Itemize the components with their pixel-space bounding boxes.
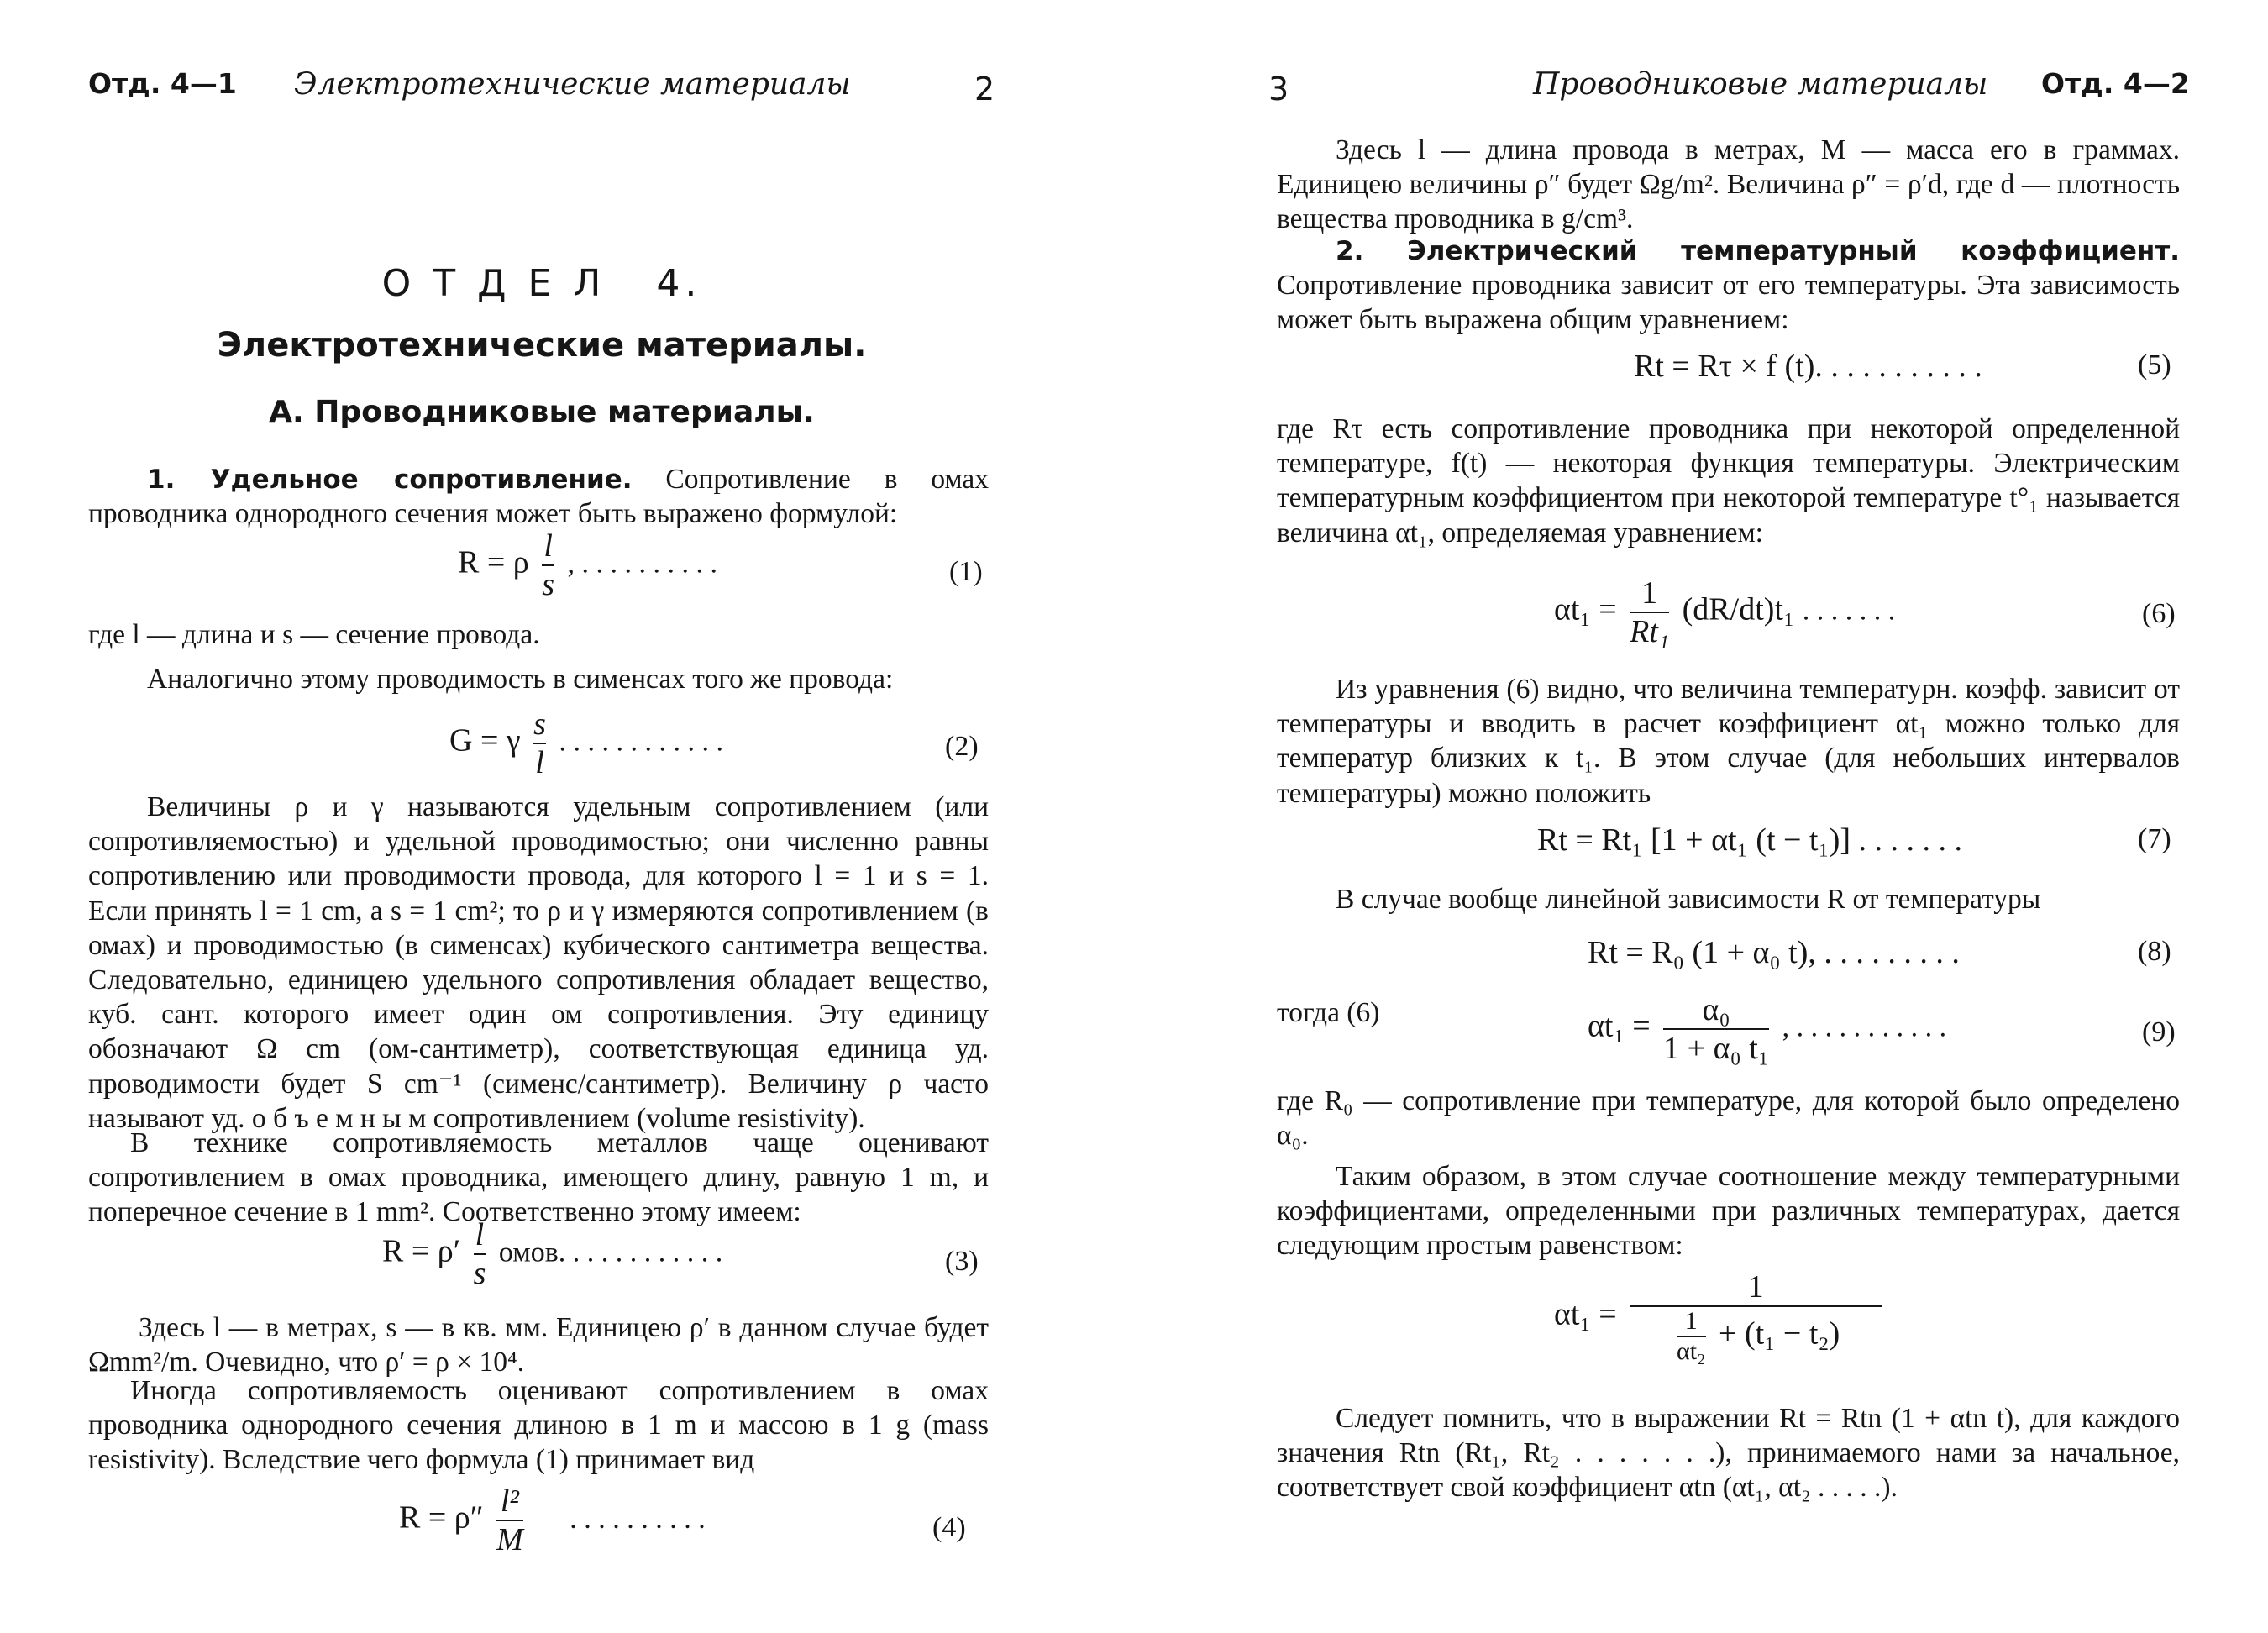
right-para-4: Из уравнения (6) видно, что величина температурн. коэфф. зависит от температуры и вводить в расчет коэффициент αt₁ можно только для температур близких к t₁. В этом случае (для небольших интервалов температуры) можно положить [1277,674,2180,809]
right-para-1: Здесь l — длина провода в метрах, M — масса его в граммах. Единицею величины ρ″ будет Ωg/m². Величина ρ″ = ρ′d, где d — плотность вещества проводника в g/cm³. [1277,134,2180,235]
formula-9-number: (9) [2142,1016,2176,1048]
right-para-7: Таким образом, в этом случае соотношение между температурными коэффициентами, определенными при различных температурах, дается следующим простым равенством: [1277,1161,2180,1262]
formula-10-inner-num: 1 [1684,1307,1698,1335]
right-header-section-code: Отд. 4—2 [2041,67,2190,100]
formula-10-num: 1 [1747,1269,1764,1305]
right-page-number: 3 [1268,71,1289,108]
left-para-2: где l — длина и s — сечение провода. [88,619,540,650]
formula-1-dots: , . . . . . . . . . . [567,548,718,580]
left-para-3: Аналогично этому проводимость в сименсах того же провода: [147,664,894,695]
formula-4-dots: . . . . . . . . . . [570,1503,706,1535]
formula-3-num: l [475,1217,485,1252]
label-then: тогда (6) [1277,997,1380,1028]
right-para-8: Следует помнить, что в выражении Rt = Rtn (1 + αtn t), для каждого значения Rtn (Rt₁, Rt₂ . . . . . . .), принимаемого нами за начальное, соответствует свой коэффициент αtn (αt₁, αt₂ . . . . .). [1277,1403,2180,1504]
formula-6-fraction [1630,575,1669,650]
formula-8: Rt = R₀ (1 + α₀ t), . . . . . . . . . [1588,935,1960,970]
formula-3-dots: омов. . . . . . . . . . . . [498,1237,723,1268]
formula-5-number: (5) [2138,349,2171,381]
formula-9-lhs: αt₁ = [1588,1008,1651,1044]
left-para-4: Величины ρ и γ называются удельным сопротивлением (или сопротивляемостью) и удельной проводимостью; они численно равны сопротивлению или проводимости провода, для которого l = 1 и s = 1. Если принять l = 1 cm, а s = 1 cm²; то ρ и γ измеряются сопротивлением (в омах) и проводимостью (в сименсах) кубического сантиметра вещества. Следовательно, единицею удельного сопротивления обладает вещество, куб. сант. которого имеет один ом сопротивления. Эту единицу обозначают Ω cm (ом-сантиметр), соответствующая единица уд. проводимости будет S cm⁻¹ (сименс/сантиметр). Величину ρ часто называют уд. о б ъ е м н ы м сопротивлением (volume resistivity). [88,791,989,1134]
left-para-1: Сопротивление в омах проводника однородного сечения может быть выражено формулой: [88,464,990,530]
formula-10 [1554,1268,1887,1366]
formula-6-number: (6) [2142,598,2176,629]
left-para-6: Здесь l — в метрах, s — в кв. мм. Единицею ρ′ в данном случае будет Ωmm²/m. Очевидно, что ρ′ = ρ × 10⁴. [88,1312,989,1378]
formula-2-num: s [533,706,546,742]
formula-4-fraction [496,1483,523,1558]
right-para-2: Сопротивление проводника зависит от его температуры. Эта зависимость может быть выражена общим уравнением: [1277,270,2180,336]
formula-9-num: α₀ [1702,992,1730,1027]
formula-1-num: l [543,528,553,564]
formula-10-den-tail: + (t₁ − t₂) [1719,1315,1840,1352]
right-page [1134,0,2268,1633]
subsection-1-title: 1. Удельное сопротивление. [147,465,633,495]
formula-2 [449,706,723,781]
left-para-7: Иногда сопротивляемость оценивают сопротивлением в омах проводника однородного сечения длиною в 1 m и массою в 1 g (mass resistivity). Вследствие чего формула (1) принимает вид [88,1375,989,1476]
formula-10-den [1672,1307,1840,1366]
formula-2-fraction [533,706,546,781]
formula-3-number: (3) [945,1246,979,1277]
formula-1-lhs: R = ρ [458,544,529,580]
formula-6-den: Rt₁ [1630,614,1670,649]
formula-2-lhs: G = γ [449,722,521,759]
chapter-title: Электротехнические материалы. [217,326,867,365]
formula-8-number: (8) [2138,936,2171,967]
formula-1-den: s [542,567,555,602]
formula-10-inner-fraction [1677,1307,1706,1366]
formula-3-den: s [473,1256,486,1291]
formula-1-number: (1) [949,556,983,587]
formula-6-dots: . . . . . . . [1802,595,1896,627]
formula-7-number: (7) [2138,823,2171,854]
subchapter-title: А. Проводниковые материалы. [269,395,815,429]
formula-6 [1554,575,1895,650]
formula-9-den: 1 + α₀ t₁ [1663,1031,1770,1066]
formula-2-number: (2) [945,731,979,762]
formula-2-den: l [535,745,544,780]
formula-4-lhs: R = ρ″ [399,1499,484,1536]
formula-1-fraction [542,528,554,603]
formula-4-num: l² [500,1483,519,1519]
formula-6-lhs: αt₁ = [1554,591,1617,627]
left-para-5: В технике сопротивляемость металлов чаще оценивают сопротивлением в омах проводника, имеющего длину, равную 1 m, и поперечное сечение в 1 mm². Соответственно этому имеем: [88,1127,989,1228]
formula-3-fraction [474,1216,486,1292]
formula-7: Rt = Rt₁ [1 + αt₁ (t − t₁)] . . . . . . . [1537,822,1963,858]
right-header-running-title: Проводниковые материалы [1533,67,1988,102]
right-para-5: В случае вообще линейной зависимости R от температуры [1336,884,2041,915]
formula-10-inner-den: αt₂ [1677,1337,1706,1365]
formula-6-num: 1 [1641,575,1658,611]
formula-1 [458,528,717,603]
subsection-1-paragraph [88,462,989,531]
section-heading: О Т Д Е Л 4. [381,262,702,305]
right-para-3: где Rτ есть сопротивление проводника при некоторой определенной температуре, f(t) — некоторая функция температуры. Электрическим температурным коэффициентом при некоторой температуре t°₁ называется величина αt₁, определяемая уравнением: [1277,413,2180,549]
formula-9 [1588,991,1946,1067]
subsection-2-paragraph [1277,234,2180,338]
formula-5: Rt = Rτ × f (t). . . . . . . . . . . [1634,349,1982,384]
formula-2-dots: . . . . . . . . . . . . [559,726,723,758]
formula-4-den: M [496,1522,523,1557]
left-page-number: 2 [974,71,995,108]
formula-9-dots: , . . . . . . . . . . . [1782,1011,1947,1043]
formula-3-lhs: R = ρ′ [382,1233,461,1269]
left-header-running-title: Электротехнические материалы [294,67,851,102]
formula-9-fraction [1663,991,1769,1067]
right-para-6: где R₀ — сопротивление при температуре, для которой было определено α₀. [1277,1085,2180,1152]
formula-10-fraction [1630,1268,1882,1366]
formula-4-number: (4) [932,1512,966,1543]
left-header-section-code: Отд. 4—1 [88,67,237,100]
formula-3 [382,1216,722,1292]
subsection-2-title: 2. Электрический температурный коэффициент. [1336,236,2180,266]
formula-6-derivative: (dR/dt)t₁ [1682,591,1795,627]
formula-4 [399,1483,706,1558]
formula-10-lhs: αt₁ = [1554,1296,1617,1332]
